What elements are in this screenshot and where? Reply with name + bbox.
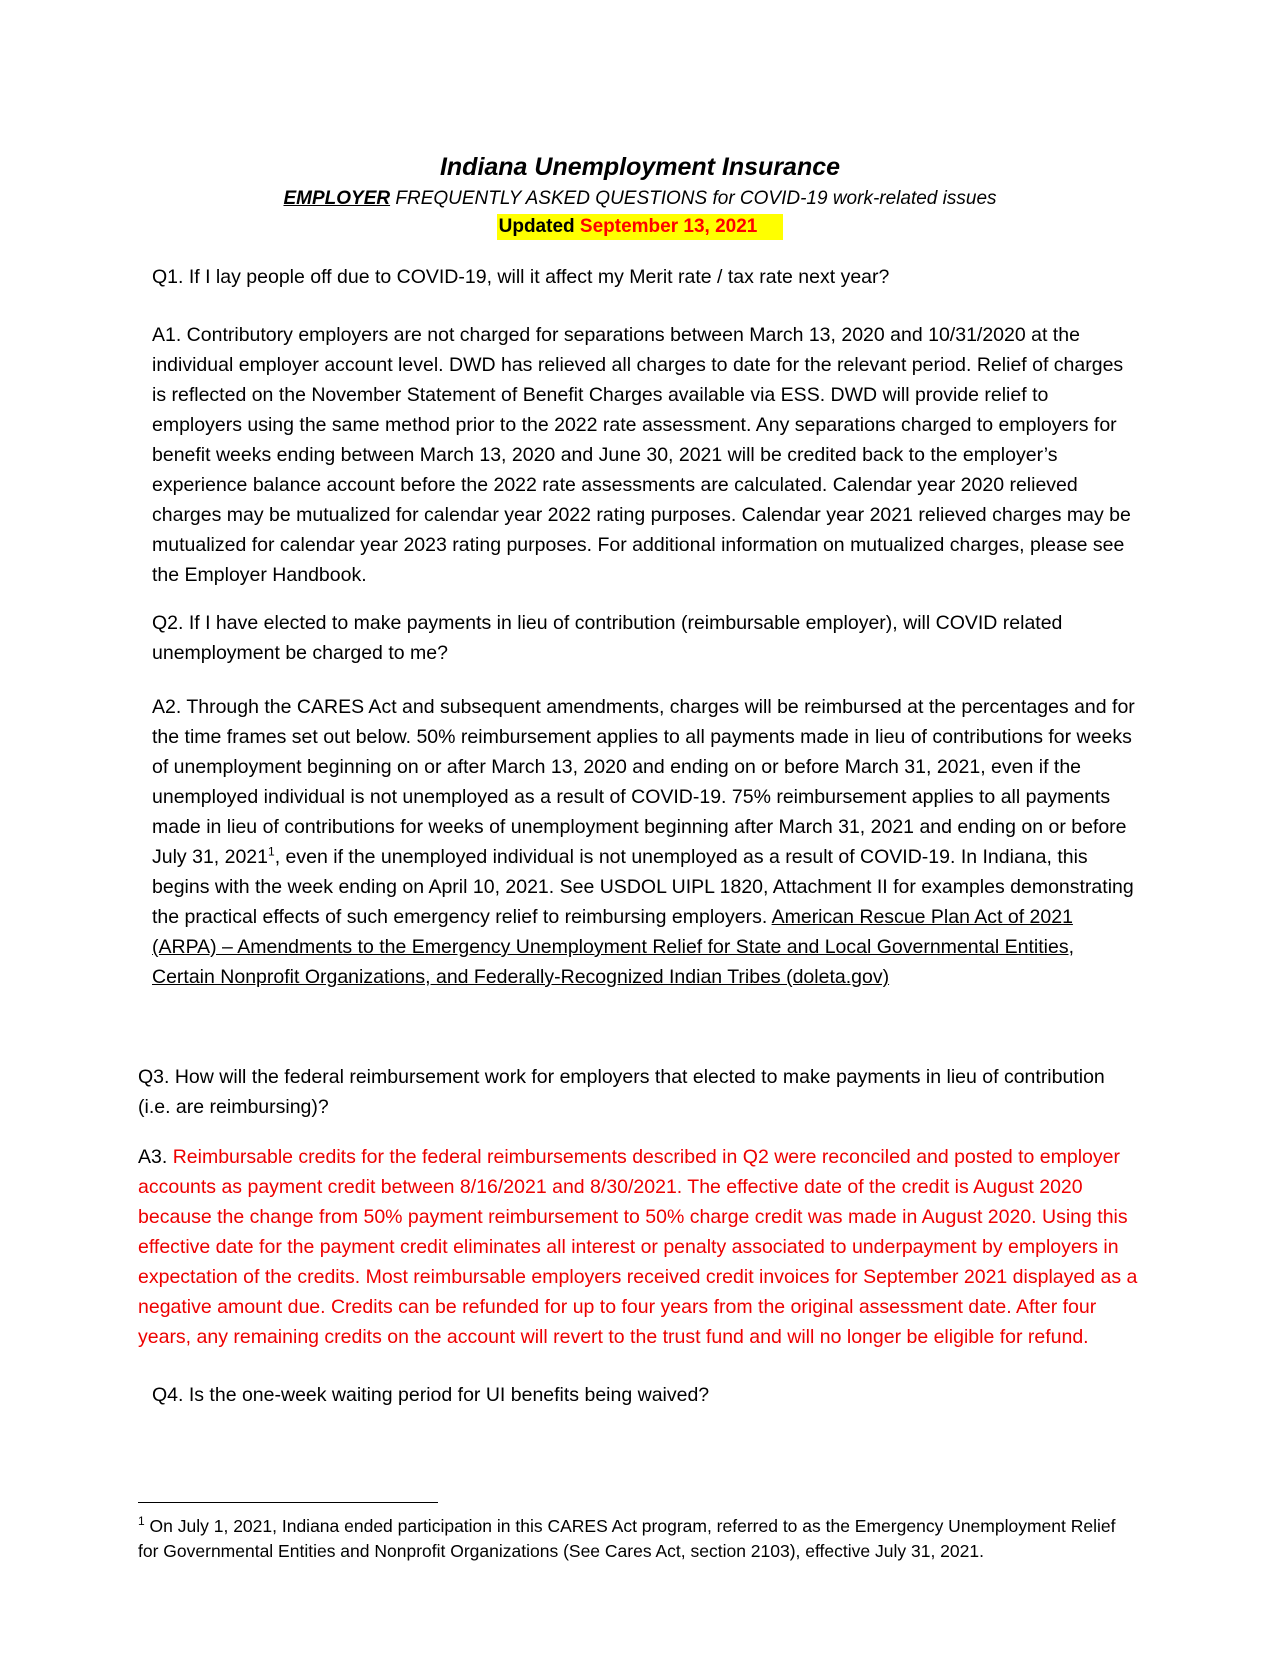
document-title: Indiana Unemployment Insurance (439, 153, 841, 181)
footnote-text: On July 1, 2021, Indiana ended participation in this CARES Act program, referred to as the Emergency Unemployment Relief for Governmental Entities and Nonprofit Organizations (See Cares Act, section 2103), effective July 31, 2021. (138, 1516, 1116, 1561)
updated-date: September 13, 2021 (579, 216, 758, 237)
arpa-link[interactable]: American Rescue Plan Act of 2021 (ARPA) – Amendments to the Emergency Unemployment Relief for State and Local Governmental Entities, Certain Nonprofit Organizations, and Federally-Recognized Indian Tribes (doleta.gov) (152, 906, 1074, 988)
q4-question: Q4. Is the one-week waiting period for UI benefits being waived? (152, 1384, 710, 1406)
a3-answer-text: Reimbursable credits for the federal reimbursements described in Q2 were reconciled and posted to employer accounts as payment credit between 8/16/2021 and 8/30/2021. The effective date of the credit is August 2020 because the change from 50% payment reimbursement to 50% charge credit was made in August 2020. Using this effective date for the payment credit eliminates all interest or penalty associated to underpayment by employers in expectation of the credits. Most reimbursable employers received credit invoices for September 2021 displayed as a negative amount due. Credits can be refunded for up to four years from the original assessment date. After four years, any remaining credits on the account will revert to the trust fund and will no longer be eligible for refund. (138, 1146, 1138, 1348)
updated-label: Updated (498, 216, 580, 237)
footnote-marker: 1 (138, 1514, 145, 1529)
a2-answer-part1: A2. Through the CARES Act and subsequent amendments, charges will be reimbursed at the percentages and for the time frames set out below. 50% reimbursement applies to all payments made in lieu of contributions for weeks of unemployment beginning on or after March 13, 2020 and ending on or before March 31, 2021, even if the unemployed individual is not unemployed as a result of COVID-19. 75% reimbursement applies to all payments made in lieu of contributions for weeks of unemployment beginning after March 31, 2021 and ending on or before July 31, 2021 (152, 696, 1135, 868)
q3-question: Q3. How will the federal reimbursement work for employers that elected to make payments in lieu of contribution (i.e. are reimbursing)? (138, 1066, 1105, 1118)
footnote-divider (138, 1502, 438, 1503)
a2-answer-part2: , even if the unemployed individual is not unemployed as a result of COVID-19. In Indiana, this begins with the week ending on April 10, 2021. See USDOL UIPL 1820, Attachment II for examples demonstrating the practical effects of such emergency relief to reimbursing employers. (152, 846, 1134, 928)
a3-answer-label: A3. (138, 1146, 173, 1168)
a1-answer: A1. Contributory employers are not charged for separations between March 13, 2020 and 10/31/2020 at the individual employer account level. DWD has relieved all charges to date for the relevant period. Relief of charges is reflected on the November Statement of Benefit Charges available via ESS. DWD will provide relief to employers using the same method prior to the 2022 rate assessment. Any separations charged to employers for benefit weeks ending between March 13, 2020 and June 30, 2021 will be credited back to the employer’s experience balance account before the 2022 rate assessments are calculated. Calendar year 2020 relieved charges may be mutualized for calendar year 2022 rating purposes. Calendar year 2021 relieved charges may be mutualized for calendar year 2023 rating purposes. For additional information on mutualized charges, please see the Employer Handbook. (152, 324, 1131, 586)
footnote (138, 1514, 1138, 1564)
q1-question: Q1. If I lay people off due to COVID-19, will it affect my Merit rate / tax rate next year? (152, 266, 890, 288)
a3-answer (138, 1142, 1142, 1352)
subtitle-emphasis: EMPLOYER (283, 188, 391, 209)
document-subtitle (0, 184, 1280, 214)
updated-banner (497, 214, 784, 240)
subtitle-text: FREQUENTLY ASKED QUESTIONS for COVID-19 work-related issues (390, 188, 997, 209)
document-header (0, 150, 1280, 240)
footnote-reference[interactable]: 1 (268, 844, 275, 859)
a2-answer (152, 692, 1142, 992)
q2-question: Q2. If I have elected to make payments in lieu of contribution (reimbursable employer), will COVID related unemployment be charged to me? (152, 612, 1063, 664)
